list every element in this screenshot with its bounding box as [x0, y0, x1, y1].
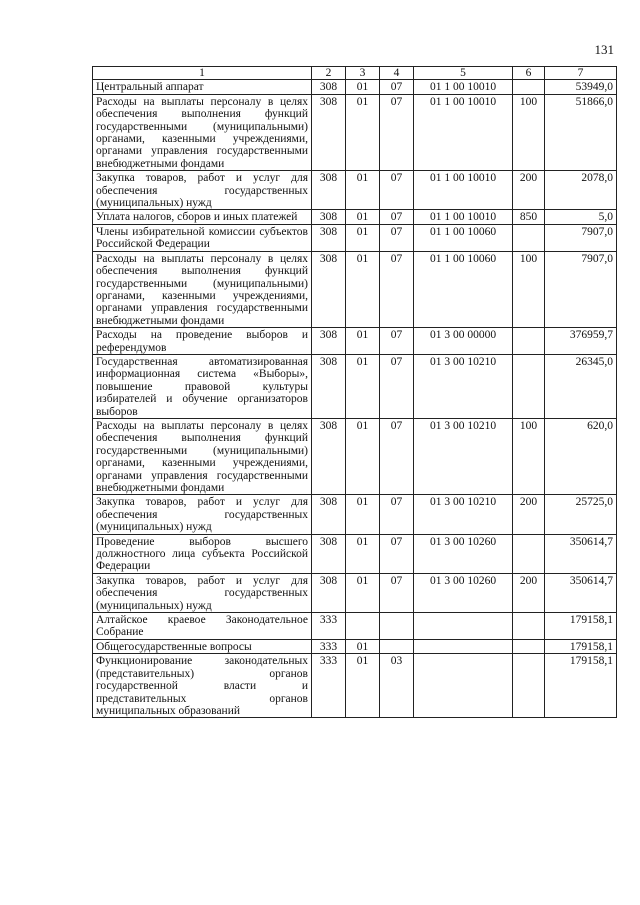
target-article-cell: 01 3 00 00000 [414, 328, 513, 355]
expense-type-cell [513, 613, 545, 640]
target-article-cell [414, 639, 513, 653]
subsection-cell: 07 [380, 573, 414, 612]
target-article-cell [414, 654, 513, 718]
amount-cell: 2078,0 [545, 171, 617, 210]
expense-type-cell: 200 [513, 495, 545, 534]
subsection-cell: 07 [380, 495, 414, 534]
amount-cell: 51866,0 [545, 94, 617, 170]
amount-cell: 620,0 [545, 418, 617, 494]
target-article-cell: 01 1 00 10010 [414, 210, 513, 224]
amount-cell: 53949,0 [545, 80, 617, 94]
table-row [93, 573, 617, 612]
subsection-cell: 07 [380, 534, 414, 573]
item-name-cell: Уплата налогов, сборов и иных платежей [93, 210, 312, 224]
table-row [93, 418, 617, 494]
table-row [93, 171, 617, 210]
section-cell: 01 [346, 210, 380, 224]
subsection-cell: 03 [380, 654, 414, 718]
item-name-cell: Государственная автоматизированная информационная система «Выборы», повышение правовой культуры избирателей и обучение организаторов выборов [93, 354, 312, 418]
expense-type-cell: 850 [513, 210, 545, 224]
column-header-7: 7 [545, 67, 617, 80]
table-row [93, 224, 617, 251]
subsection-cell [380, 639, 414, 653]
section-cell: 01 [346, 251, 380, 327]
ministry-code-cell: 308 [312, 573, 346, 612]
column-header-3: 3 [346, 67, 380, 80]
table-row [93, 534, 617, 573]
budget-table [92, 66, 617, 718]
target-article-cell: 01 3 00 10210 [414, 354, 513, 418]
section-cell: 01 [346, 418, 380, 494]
expense-type-cell [513, 224, 545, 251]
target-article-cell: 01 1 00 10010 [414, 94, 513, 170]
item-name-cell: Закупка товаров, работ и услуг для обеспечения государственных (муниципальных) нужд [93, 171, 312, 210]
amount-cell: 350614,7 [545, 534, 617, 573]
item-name-cell: Центральный аппарат [93, 80, 312, 94]
item-name-cell: Расходы на выплаты персоналу в целях обеспечения выполнения функций государственными (муниципальными) органами, казенными учреждениями, органами управления государственными внебюджетными фондами [93, 251, 312, 327]
subsection-cell: 07 [380, 354, 414, 418]
ministry-code-cell: 308 [312, 495, 346, 534]
ministry-code-cell: 308 [312, 94, 346, 170]
target-article-cell: 01 1 00 10060 [414, 224, 513, 251]
expense-type-cell: 100 [513, 251, 545, 327]
target-article-cell: 01 3 00 10260 [414, 573, 513, 612]
table-row [93, 328, 617, 355]
expense-type-cell [513, 328, 545, 355]
target-article-cell: 01 1 00 10010 [414, 80, 513, 94]
table-body [93, 80, 617, 718]
subsection-cell: 07 [380, 210, 414, 224]
page-number: 131 [594, 42, 614, 57]
expense-type-cell [513, 80, 545, 94]
table-row [93, 613, 617, 640]
target-article-cell: 01 3 00 10210 [414, 418, 513, 494]
ministry-code-cell: 308 [312, 328, 346, 355]
ministry-code-cell: 308 [312, 224, 346, 251]
subsection-cell: 07 [380, 224, 414, 251]
target-article-cell: 01 3 00 10210 [414, 495, 513, 534]
item-name-cell: Члены избирательной комиссии субъектов Российской Федерации [93, 224, 312, 251]
target-article-cell: 01 1 00 10010 [414, 171, 513, 210]
ministry-code-cell: 308 [312, 80, 346, 94]
item-name-cell: Общегосударственные вопросы [93, 639, 312, 653]
table-row [93, 639, 617, 653]
amount-cell: 376959,7 [545, 328, 617, 355]
amount-cell: 25725,0 [545, 495, 617, 534]
amount-cell: 7907,0 [545, 251, 617, 327]
item-name-cell: Алтайское краевое Законодательное Собрание [93, 613, 312, 640]
section-cell: 01 [346, 654, 380, 718]
ministry-code-cell: 308 [312, 534, 346, 573]
expense-type-cell [513, 654, 545, 718]
ministry-code-cell: 333 [312, 654, 346, 718]
item-name-cell: Расходы на выплаты персоналу в целях обеспечения выполнения функций государственными (муниципальными) органами, казенными учреждениями, органами управления государственными внебюджетными фондами [93, 418, 312, 494]
table-row [93, 251, 617, 327]
expense-type-cell: 200 [513, 573, 545, 612]
expense-type-cell: 200 [513, 171, 545, 210]
section-cell [346, 613, 380, 640]
table-row [93, 80, 617, 94]
subsection-cell: 07 [380, 80, 414, 94]
item-name-cell: Расходы на проведение выборов и референдумов [93, 328, 312, 355]
amount-cell: 179158,1 [545, 654, 617, 718]
section-cell: 01 [346, 80, 380, 94]
item-name-cell: Закупка товаров, работ и услуг для обеспечения государственных (муниципальных) нужд [93, 495, 312, 534]
expense-type-cell [513, 639, 545, 653]
table-row [93, 210, 617, 224]
ministry-code-cell: 308 [312, 354, 346, 418]
ministry-code-cell: 333 [312, 613, 346, 640]
expense-type-cell: 100 [513, 418, 545, 494]
ministry-code-cell: 308 [312, 251, 346, 327]
ministry-code-cell: 308 [312, 210, 346, 224]
expense-type-cell [513, 354, 545, 418]
item-name-cell: Проведение выборов высшего должностного лица субъекта Российской Федерации [93, 534, 312, 573]
amount-cell: 26345,0 [545, 354, 617, 418]
section-cell: 01 [346, 171, 380, 210]
subsection-cell: 07 [380, 94, 414, 170]
ministry-code-cell: 308 [312, 418, 346, 494]
item-name-cell: Функционирование законодательных (представительных) органов государственной власти и представительных органов муниципальных образований [93, 654, 312, 718]
amount-cell: 350614,7 [545, 573, 617, 612]
target-article-cell [414, 613, 513, 640]
expense-type-cell [513, 534, 545, 573]
subsection-cell: 07 [380, 418, 414, 494]
table-row [93, 94, 617, 170]
item-name-cell: Расходы на выплаты персоналу в целях обеспечения выполнения функций государственными (муниципальными) органами, казенными учреждениями, органами управления государственными внебюджетными фондами [93, 94, 312, 170]
item-name-cell: Закупка товаров, работ и услуг для обеспечения государственных (муниципальных) нужд [93, 573, 312, 612]
section-cell: 01 [346, 573, 380, 612]
amount-cell: 7907,0 [545, 224, 617, 251]
table-row [93, 495, 617, 534]
ministry-code-cell: 308 [312, 171, 346, 210]
section-cell: 01 [346, 354, 380, 418]
subsection-cell: 07 [380, 251, 414, 327]
expense-type-cell: 100 [513, 94, 545, 170]
amount-cell: 179158,1 [545, 639, 617, 653]
target-article-cell: 01 1 00 10060 [414, 251, 513, 327]
column-header-1: 1 [93, 67, 312, 80]
column-header-4: 4 [380, 67, 414, 80]
amount-cell: 5,0 [545, 210, 617, 224]
section-cell: 01 [346, 328, 380, 355]
ministry-code-cell: 333 [312, 639, 346, 653]
section-cell: 01 [346, 94, 380, 170]
subsection-cell: 07 [380, 171, 414, 210]
header-row [93, 67, 617, 80]
column-header-2: 2 [312, 67, 346, 80]
subsection-cell [380, 613, 414, 640]
section-cell: 01 [346, 534, 380, 573]
section-cell: 01 [346, 495, 380, 534]
subsection-cell: 07 [380, 328, 414, 355]
table-row [93, 654, 617, 718]
table-row [93, 354, 617, 418]
column-header-5: 5 [414, 67, 513, 80]
amount-cell: 179158,1 [545, 613, 617, 640]
section-cell: 01 [346, 224, 380, 251]
column-header-6: 6 [513, 67, 545, 80]
section-cell: 01 [346, 639, 380, 653]
target-article-cell: 01 3 00 10260 [414, 534, 513, 573]
